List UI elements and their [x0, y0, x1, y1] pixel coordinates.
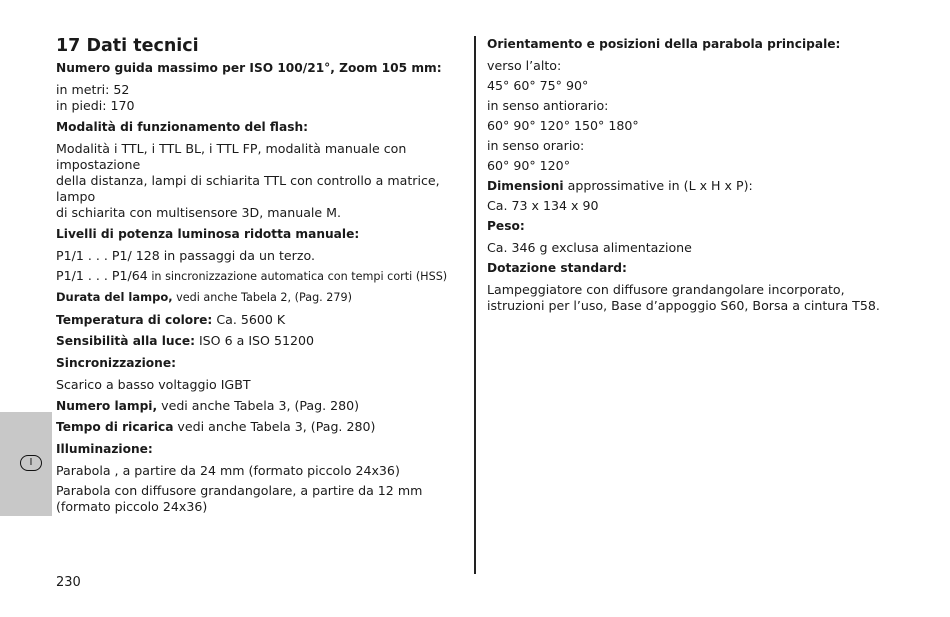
recycle-time-label: Tempo di ricarica [56, 420, 174, 434]
color-temperature-line [56, 312, 466, 328]
power-levels-hss-note: in sincronizzazione automatica con tempi corti (HSS) [147, 270, 448, 283]
color-temperature-text: Ca. 5600 K [212, 312, 286, 327]
power-levels-line-1: P1/1 . . . P1/ 128 in passaggi da un terzo. [56, 248, 315, 263]
flash-duration-label: Durata del lampo, [56, 290, 173, 304]
weight-text: Ca. 346 g exclusa alimentazione [487, 240, 692, 255]
power-levels-heading: Livelli di potenza luminosa ridotta manuale: [56, 227, 360, 241]
counterclockwise-label: in senso antiorario: [487, 98, 609, 113]
flash-modes-line-1: Modalità i TTL, i TTL BL, i TTL FP, modalità manuale con impostazione [56, 141, 407, 172]
dimensions-values: Ca. 73 x 134 x 90 [487, 198, 599, 213]
recycle-time-line [56, 419, 466, 435]
flash-duration-text: vedi anche Tabela 2, (Pag. 279) [172, 291, 353, 304]
sync-text: Scarico a basso voltaggio IGBT [56, 377, 251, 392]
illumination-line-3: (formato piccolo 24x36) [56, 499, 208, 514]
column-divider [474, 36, 476, 574]
guide-number-feet: in piedi: 170 [56, 98, 135, 113]
weight-heading: Peso: [487, 219, 525, 233]
page-number: 230 [56, 575, 81, 590]
dimensions-line [487, 178, 887, 194]
flash-duration-line [56, 289, 466, 306]
clockwise-label: in senso orario: [487, 138, 585, 153]
sensitivity-line [56, 333, 466, 349]
sensitivity-text: ISO 6 a ISO 51200 [194, 333, 315, 348]
language-badge: I [20, 455, 42, 471]
illumination-heading: Illuminazione: [56, 442, 153, 456]
flash-count-line [56, 398, 466, 414]
flash-count-text: vedi anche Tabela 3, (Pag. 280) [157, 398, 360, 413]
tilt-up-label: verso l’alto: [487, 58, 562, 73]
dimensions-text: approssimative in (L x H x P): [563, 178, 753, 193]
clockwise-values: 60° 90° 120° [487, 158, 570, 173]
color-temperature-label: Temperatura di colore: [56, 313, 213, 327]
dimensions-label: Dimensioni [487, 179, 564, 193]
standard-equipment-heading: Dotazione standard: [487, 261, 627, 275]
recycle-time-text: vedi anche Tabela 3, (Pag. 280) [173, 419, 376, 434]
section-title: 17 Dati tecnici [56, 36, 199, 56]
standard-equipment-line-2: istruzioni per l’uso, Base d’appoggio S60, Borsa a cintura T58. [487, 298, 880, 313]
flash-count-label: Numero lampi, [56, 399, 158, 413]
right-column [487, 36, 887, 318]
sensitivity-label: Sensibilità alla luce: [56, 334, 195, 348]
tilt-up-values: 45° 60° 75° 90° [487, 78, 589, 93]
power-levels-line-2 [56, 268, 466, 285]
illumination-line-1: Parabola , a partire da 24 mm (formato piccolo 24x36) [56, 463, 400, 478]
flash-modes-line-2: della distanza, lampi di schiarita TTL con controllo a matrice, lampo [56, 173, 440, 204]
orientation-heading: Orientamento e posizioni della parabola principale: [487, 37, 841, 51]
counterclockwise-values: 60° 90° 120° 150° 180° [487, 118, 639, 133]
guide-number-metres: in metri: 52 [56, 82, 130, 97]
power-levels-range: P1/1 . . . P1/64 [56, 268, 148, 283]
sync-heading: Sincronizzazione: [56, 356, 176, 370]
standard-equipment-line-1: Lampeggiatore con diffusore grandangolare incorporato, [487, 282, 845, 297]
flash-modes-heading: Modalità di funzionamento del flash: [56, 120, 308, 134]
illumination-line-2: Parabola con diffusore grandangolare, a partire da 12 mm [56, 483, 423, 498]
flash-modes-line-3: di schiarita con multisensore 3D, manuale M. [56, 205, 342, 220]
left-column [56, 36, 466, 519]
guide-number-heading: Numero guida massimo per ISO 100/21°, Zoom 105 mm: [56, 61, 442, 75]
